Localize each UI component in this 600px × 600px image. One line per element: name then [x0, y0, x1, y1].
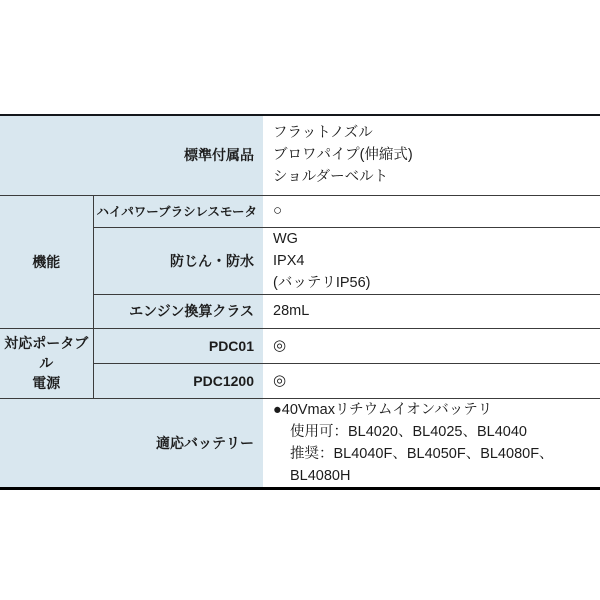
applicable-battery-value: [263, 398, 600, 488]
pdc1200-value: [263, 363, 600, 398]
battery-type-line: ●40Vmaxリチウムイオンバッテリ: [273, 401, 493, 418]
battery-usable-line: 使用可：BL4020、BL4025、BL4040: [290, 423, 527, 440]
portable-power-label-line: 電源: [32, 375, 61, 391]
standard-accessories-value: [263, 115, 600, 195]
brushless-motor-label: ハイパワーブラシレスモータ: [93, 195, 263, 227]
double-circle-mark: ◎: [273, 371, 287, 389]
dust-water-label: 防じん・防水: [93, 227, 263, 294]
pdc1200-label: PDC1200: [93, 363, 263, 398]
pdc01-value: [263, 328, 600, 363]
accessory-item: フラットノズル: [273, 125, 373, 142]
brushless-motor-value: [263, 195, 600, 227]
accessory-item: ブロワパイプ(伸縮式): [273, 147, 413, 164]
rating-line: (バッテリIP56): [273, 274, 371, 291]
rating-line: WG: [273, 230, 298, 247]
battery-recommended-line: 推奨：BL4040F、BL4050F、BL4080F、BL4080H: [290, 445, 554, 484]
standard-accessories-label: 標準付属品: [0, 115, 263, 195]
row-applicable-battery: [0, 398, 600, 488]
engine-class-label: エンジン換算クラス: [93, 294, 263, 328]
circle-mark: ○: [273, 202, 283, 219]
row-standard-accessories: [0, 115, 600, 195]
portable-power-group-label: [0, 328, 93, 398]
portable-power-label-line: 対応ポータブル: [4, 335, 89, 371]
pdc01-label: PDC01: [93, 328, 263, 363]
rating-line: IPX4: [273, 252, 305, 269]
features-group-label: 機能: [0, 195, 93, 328]
row-pdc01: [0, 328, 600, 363]
spec-table: [0, 114, 600, 490]
double-circle-mark: ◎: [273, 336, 287, 354]
engine-class-value: 28mL: [263, 294, 600, 328]
applicable-battery-label: 適応バッテリー: [0, 398, 263, 488]
row-brushless-motor: [0, 195, 600, 227]
dust-water-value: [263, 227, 600, 294]
accessory-item: ショルダーベルト: [273, 169, 389, 186]
